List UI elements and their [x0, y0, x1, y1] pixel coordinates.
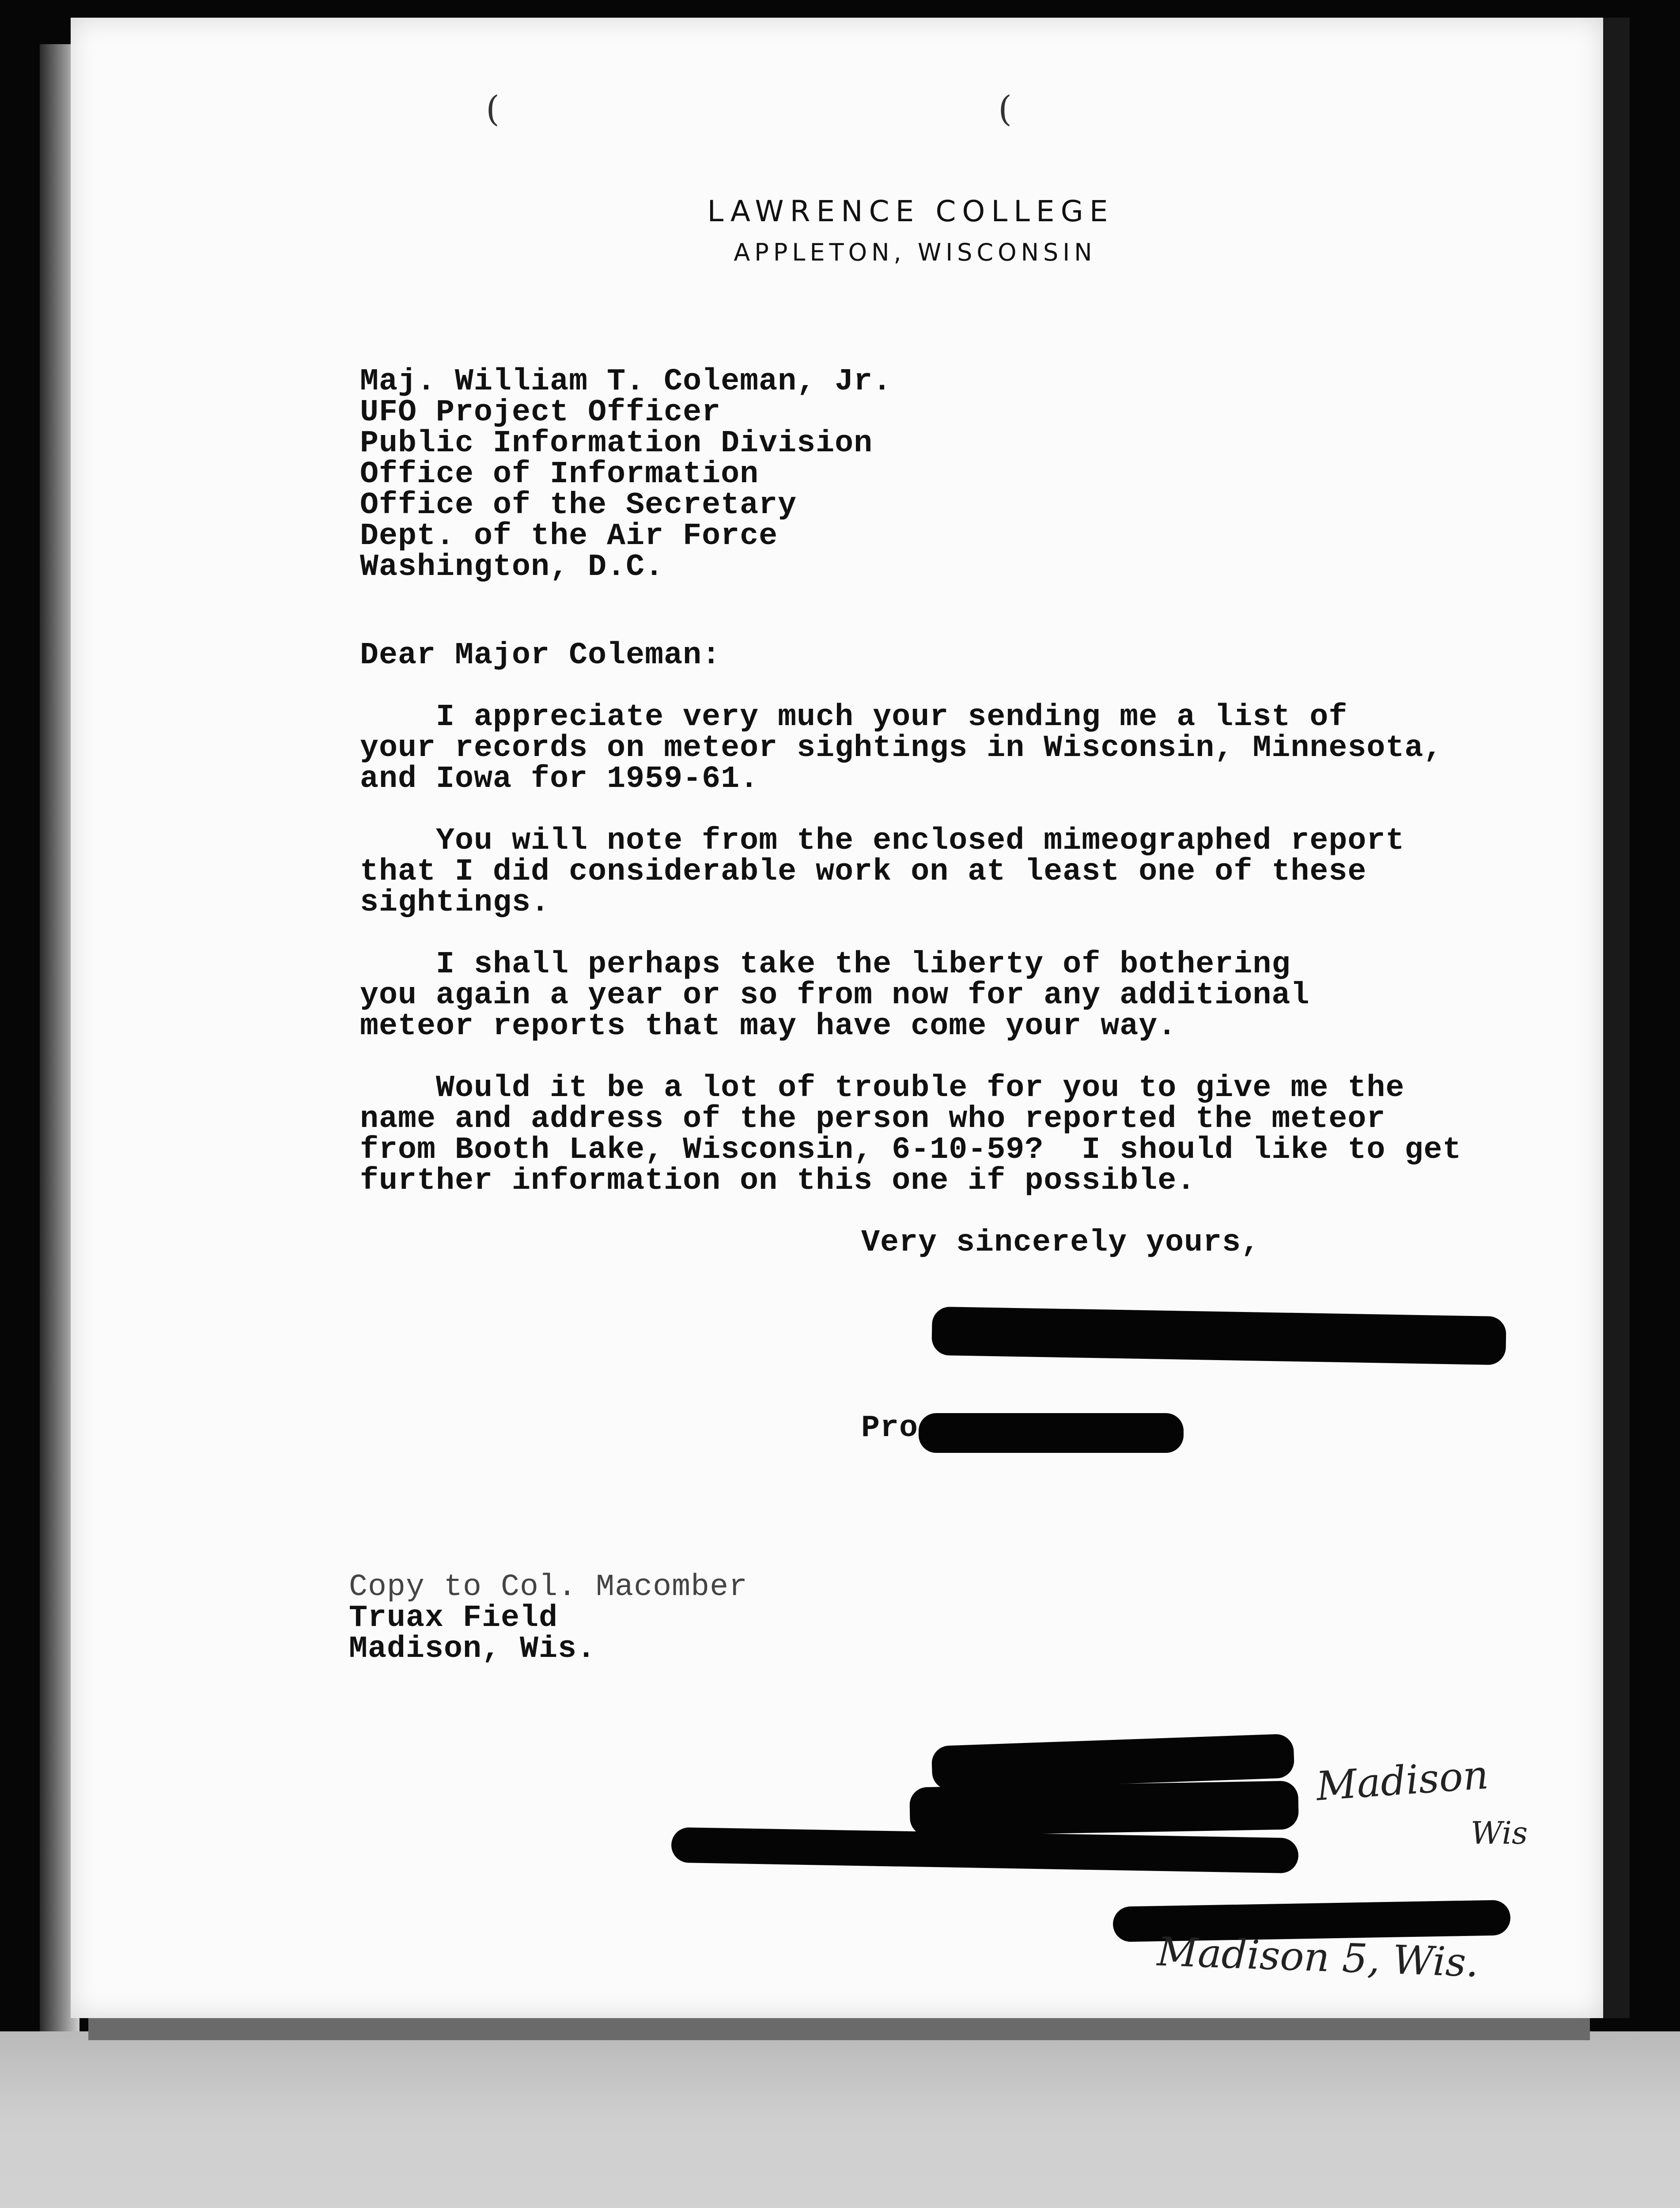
letterhead-location: APPLETON, WISCONSIN: [734, 238, 1097, 266]
redacted-name: [919, 1413, 1184, 1453]
body-line: further information on this one if possible.: [360, 1164, 1196, 1199]
copy-line: Copy to Col. Macomber: [349, 1570, 748, 1605]
handwritten-note: Madison 5, Wis.: [1156, 1928, 1479, 1986]
body-line: and Iowa for 1959-61.: [360, 762, 759, 797]
closing: Very sincerely yours,: [861, 1225, 1260, 1260]
body-line: meteor reports that may have come your way.: [360, 1009, 1177, 1044]
address-line: Office of Information: [360, 457, 759, 492]
address-line: Dept. of the Air Force: [360, 519, 778, 554]
microfilm-lower-region: [0, 2031, 1680, 2208]
address-line: Maj. William T. Coleman, Jr.: [360, 364, 892, 399]
copy-line: Madison, Wis.: [349, 1632, 596, 1667]
redacted-handwriting: [909, 1781, 1299, 1836]
copy-line: Truax Field: [349, 1601, 558, 1636]
address-line: Public Information Division: [360, 426, 873, 461]
letterhead-name: LAWRENCE COLLEGE: [707, 194, 1114, 228]
handwritten-note: Madison: [1314, 1751, 1490, 1810]
body-line: your records on meteor sightings in Wisconsin, Minnesota,: [360, 731, 1443, 766]
stray-mark: (: [998, 88, 1012, 129]
redacted-signature: [931, 1307, 1506, 1365]
address-line: Washington, D.C.: [360, 550, 664, 585]
signature-title: Pro: [861, 1411, 919, 1446]
body-line: Would it be a lot of trouble for you to give me the: [360, 1071, 1405, 1106]
paper-right-edge: [1603, 18, 1630, 2018]
body-line: from Booth Lake, Wisconsin, 6-10-59? I should like to get: [360, 1133, 1462, 1168]
body-line: that I did considerable work on at least one of these: [360, 854, 1367, 889]
body-line: You will note from the enclosed mimeographed report: [360, 824, 1405, 858]
salutation: Dear Major Coleman:: [360, 638, 721, 673]
body-line: I shall perhaps take the liberty of bothering: [360, 947, 1291, 982]
address-line: UFO Project Officer: [360, 395, 721, 430]
body-line: I appreciate very much your sending me a list of: [360, 700, 1348, 735]
handwritten-note: Wis: [1471, 1815, 1528, 1851]
stray-mark: (: [486, 88, 500, 129]
address-line: Office of the Secretary: [360, 488, 797, 523]
body-line: name and address of the person who reported the meteor: [360, 1102, 1386, 1137]
body-line: you again a year or so from now for any additional: [360, 978, 1310, 1013]
body-line: sightings.: [360, 885, 550, 920]
